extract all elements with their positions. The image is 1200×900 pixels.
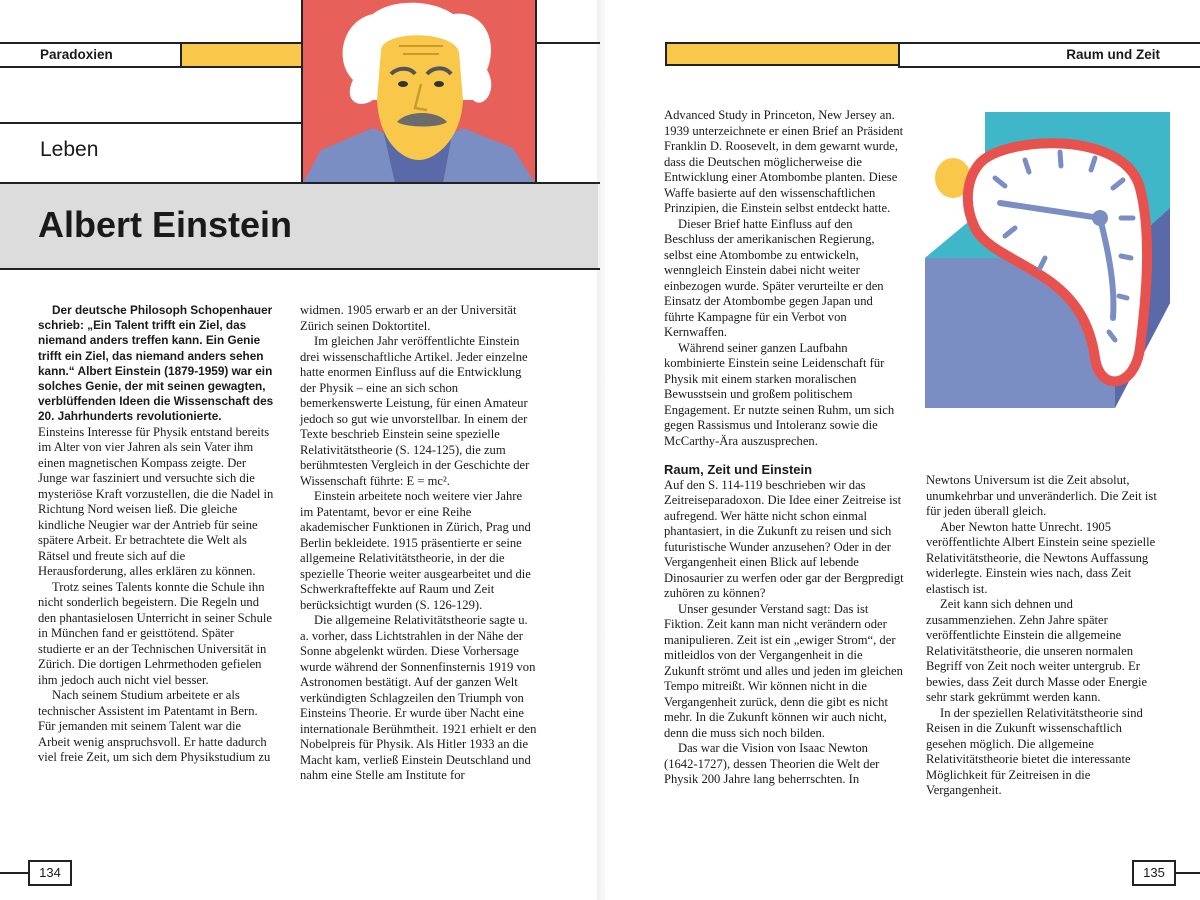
yellow-accent-bar-left bbox=[182, 44, 302, 66]
right-column-1 bbox=[664, 108, 904, 788]
body-paragraph: Newtons Universum ist die Zeit absolut, unumkehrbar und unveränderlich. Die Zeit ist für jeden überall gleich. bbox=[926, 473, 1157, 518]
einstein-portrait-illustration bbox=[301, 0, 537, 183]
header-rule-top-right bbox=[898, 42, 1200, 44]
body-paragraph: Advanced Study in Princeton, New Jersey an. 1939 unterzeichnete er einen Brief an Präsident Franklin D. Roosevelt, in dem gewarnt wurde, dass die Deutschen möglicherweise die Entwicklung einer Atombombe planten. Diese Waffe basierte auf den wissenschaftlichen Prinzipien, die Einstein selbst entdeckt hatte. bbox=[664, 108, 904, 215]
section-label: Leben bbox=[40, 138, 99, 161]
body-paragraph: In der speziellen Relativitätstheorie sind Reisen in die Zukunft wissenschaftlich gesehen möglich. Die allgemeine Relativitätstheorie bietet die interessante Möglichkeit für Zeitreisen in die Vergangenheit. bbox=[926, 705, 1143, 797]
body-paragraph: Nach seinem Studium arbeitete er als technischer Assistent im Patentamt in Bern. Für jemanden mit seinem Talent war die Arbeit wenig anspruchsvoll. Er hatte dadurch viel freie Zeit, um sich dem Physikstudium zu bbox=[38, 688, 271, 765]
einstein-portrait-svg bbox=[303, 0, 535, 183]
page-number-left: 134 bbox=[28, 860, 72, 886]
title-band-rule-bottom bbox=[0, 268, 600, 270]
body-paragraph: Trotz seines Talents konnte die Schule ihn nicht sonderlich begeistern. Die Regeln und den phantasielosen Unterricht in seiner Schule in München fand er geisttötend. Später studierte er an der Technischen Universität in Zürich. Die dortigen Lehrmethoden gefielen ihm jedoch auch nicht viel besser. bbox=[38, 579, 272, 687]
body-paragraph: Unser gesunder Verstand sagt: Das ist Fiktion. Zeit kann man nicht verändern oder manipulieren. Zeit ist ein „ewiger Strom“, der mitleidlos von der Vergangenheit in die Zukunft strömt und alles und jeden im gleichen Tempo mitreißt. Wir können nicht in die Vergangenheit zurück, denn die gibt es nicht mehr. In die Zukunft können wir auch nicht, denn die muss sich noch bilden. bbox=[664, 601, 903, 740]
body-paragraph: Die allgemeine Relativitätstheorie sagte u. a. vorher, dass Lichtstrahlen in der Nähe der Sonne abgelenkt würden. Diese Vorhersage wurde während der Sonnenfinsternis 1919 von Astronomen bestätigt. Auf der ganzen Welt verkündigten Schlagzeilen den Triumph von Einsteins Theorie. Er wurde über Nacht eine internationale Berühmtheit. 1921 erhielt er den Nobelpreis für Physik. Als Hitler 1933 an die Macht kam, verließ Einstein Deutschland und nahm eine Stelle am Institute for bbox=[300, 613, 537, 782]
body-paragraph: Dieser Brief hatte Einfluss auf den Beschluss der amerikanischen Regierung, selbst eine Atombombe zu entwickeln, wenngleich Einstein dabei nicht weiter einbezogen wurde. Später verurteilte er den Einsatz der Atombombe gegen Japan und führte Kampagne für ein Verbot von Kernwaffen. bbox=[664, 216, 884, 339]
body-paragraph: widmen. 1905 erwarb er an der Universität Zürich seinen Doktortitel. bbox=[300, 303, 517, 333]
page-number-right: 135 bbox=[1132, 860, 1176, 886]
yellow-accent-bar-right bbox=[665, 42, 900, 66]
lead-paragraph: Der deutsche Philosoph Schopenhauer schrieb: „Ein Talent trifft ein Ziel, das niemand anders treffen kann. Ein Genie trifft ein Ziel, das niemand anders sehen kann.“ Albert Einstein (1879-1959) war ein solches Genie, der mit seinen gewagten, verblüffenden Ideen die Wissenschaft des 20. Jahrhunderts revolutionierte. bbox=[38, 303, 274, 424]
melting-clock-illustration bbox=[925, 108, 1175, 418]
header-rule-bottom-left bbox=[0, 66, 302, 68]
body-paragraph: Einsteins Interesse für Physik entstand bereits im Alter von vier Jahren als sein Vater ihm einen magnetischen Kompass zeigte. Der Junge war fasziniert und versuchte sich die mysteriöse Kraft vorzustellen, die die Nadel in Richtung Nord weisen ließ. Die gleiche kindliche Neugier war der Antrieb für seine spätere Arbeit. Er betrachtete die Welt als Rätsel und freute sich auf die Herausforderung, alles erklären zu können. bbox=[38, 424, 274, 579]
subheading: Raum, Zeit und Einstein bbox=[664, 462, 813, 477]
header-label-right: Raum und Zeit bbox=[1066, 47, 1160, 62]
left-column-2 bbox=[300, 303, 538, 784]
body-paragraph: Im gleichen Jahr veröffentlichte Einstein drei wissenschaftliche Artikel. Jeder einzelne hatte enormen Einfluss auf die Entwicklung der Physik – eine an sich schon bemerkenswerte Leistung, für einen Amateur jedoch so gut wie unvorstellbar. In einem der Texte beschrieb Einstein seine spezielle Relativitätstheorie (S. 124-125), die zum berühmtesten Vergleich in der Geschichte der Wissenschaft führte: E = mc². bbox=[300, 334, 530, 488]
page-title: Albert Einstein bbox=[38, 204, 293, 245]
body-paragraph: Einstein arbeitete noch weitere vier Jahre im Patentamt, bevor er eine Reihe akademischer Funktionen in Zürich, Prag und Berlin bekleidete. 1915 präsentierte er seine allgemeine Relativitätstheorie, in der die spezielle Theorie weiter ausgearbeitet und die Schwerkrafteffekte auf Raum und Zeit berücksichtigt wurden (S. 126-129). bbox=[300, 489, 531, 612]
header-label-left: Paradoxien bbox=[40, 47, 113, 62]
section-rule-top bbox=[0, 122, 302, 124]
footer-rule-right bbox=[1174, 872, 1200, 874]
left-column-1 bbox=[38, 303, 274, 766]
body-paragraph: Während seiner ganzen Laufbahn kombinierte Einstein seine Leidenschaft für Physik mit einem starken moralischen Bewusstsein und großem politischem Engagement. Er nutzte seinen Ruhm, um sich gegen Rassismus und Intoleranz sowie die McCarthy-Ära auszusprechen. bbox=[664, 340, 895, 448]
right-column-2 bbox=[926, 473, 1164, 799]
melting-clock-svg bbox=[925, 108, 1175, 418]
page-gutter bbox=[597, 0, 605, 900]
body-paragraph: Aber Newton hatte Unrecht. 1905 veröffentlichte Albert Einstein seine spezielle Relativitätstheorie, die Newtons Auffassung widerlegte. Einstein wies nach, dass Zeit elastisch ist. bbox=[926, 519, 1156, 596]
body-paragraph: Zeit kann sich dehnen und zusammenziehen. Zehn Jahre später veröffentlichte Einstein die allgemeine Relativitätstheorie, die unseren normalen Begriff von Zeit noch weiter untergrub. Er bewies, dass Zeit durch Masse oder Energie sehr stark gekrümmt werden kann. bbox=[926, 597, 1148, 704]
body-paragraph: Auf den S. 114-119 beschrieben wir das Zeitreiseparadoxon. Die Idee einer Zeitreise ist aufregend. Wer hätte nicht schon einmal phantasiert, in die Zukunft zu reisen und sich futuristische Wunder anzusehen? Oder in der Vergangenheit einen Blick auf lebende Dinosaurier zu werfen oder gar der Bergpredigt zuhören zu können? bbox=[664, 477, 904, 600]
footer-rule-left bbox=[0, 872, 30, 874]
header-rule-bottom-right bbox=[898, 66, 1200, 68]
body-paragraph: Das war die Vision von Isaac Newton (1642-1727), dessen Theorien die Welt der Physik 200 Jahre lang beherrschten. In bbox=[664, 741, 880, 786]
